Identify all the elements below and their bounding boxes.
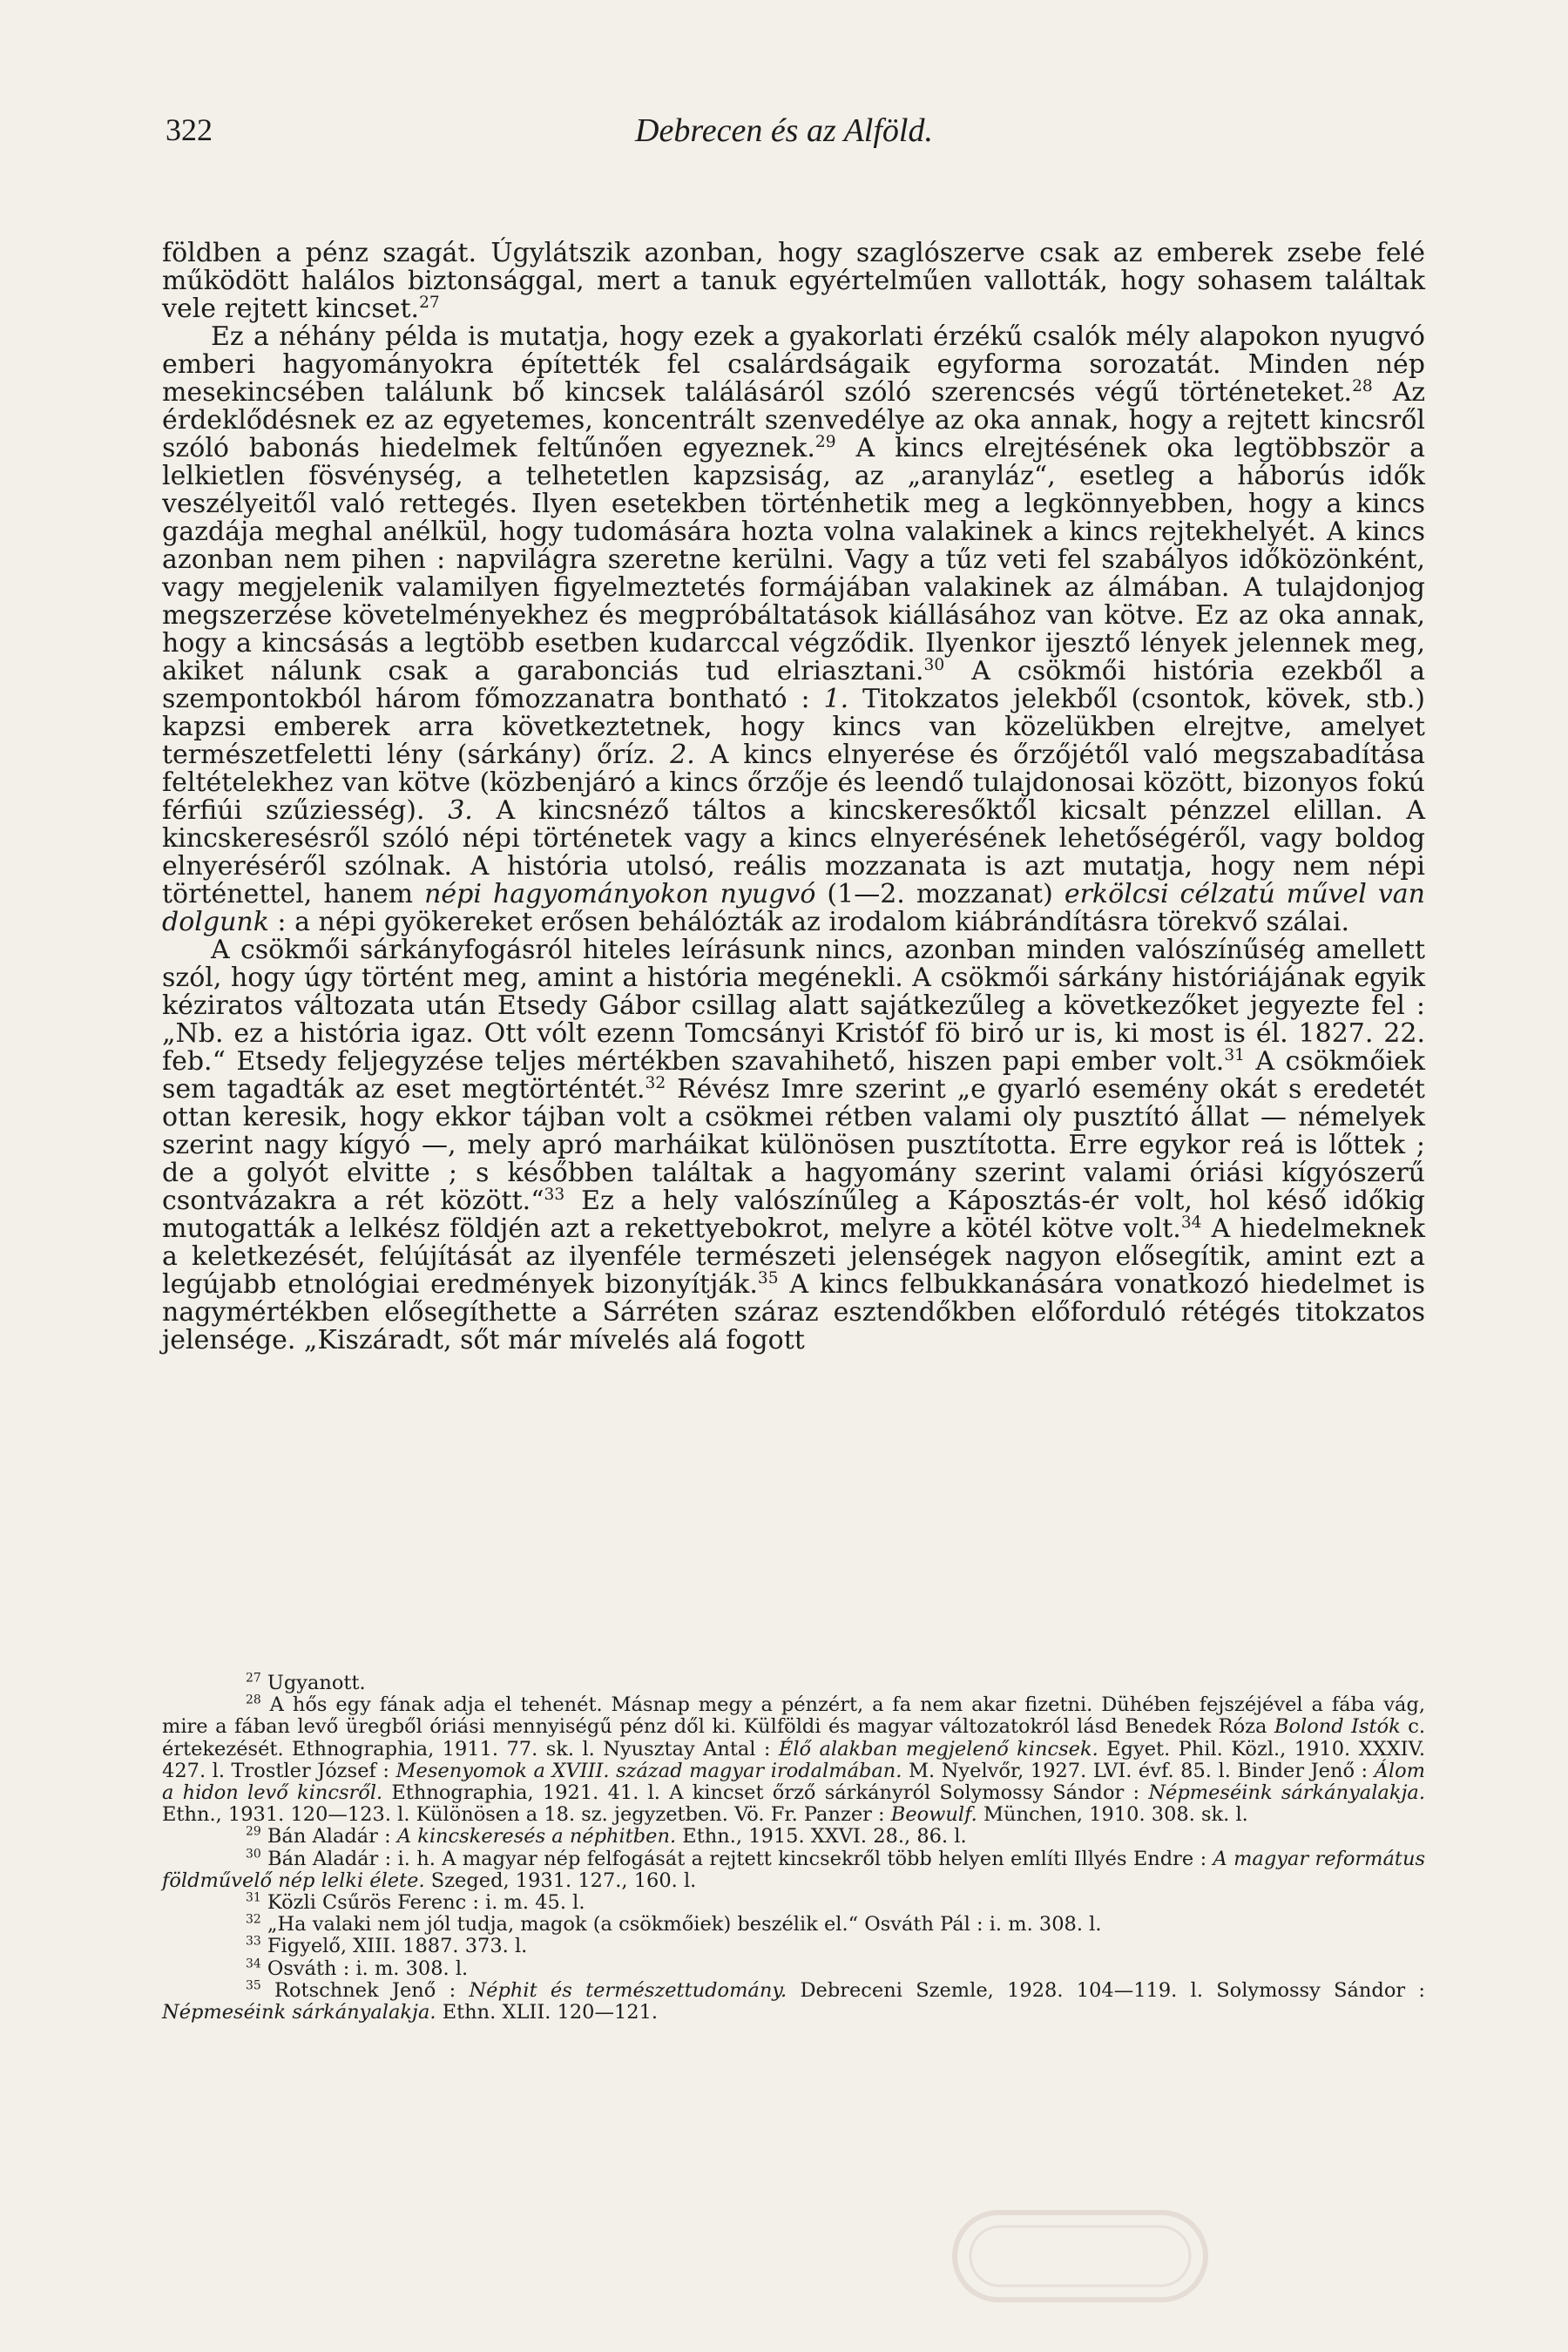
running-head: Debrecen és az Alföld. — [635, 112, 933, 149]
paragraph: A csökmői sárkányfogásról hiteles leírásunk nincs, azonban minden valószínűség amellett szól, hogy úgy történt meg, amint a história megénekli. A csökmői sárkány históriájának egyik kéziratos változata után Etsedy Gábor csillag alatt sajátkezűleg a következőket jegyezte fel : „Nb. ez a história igaz. Ott vólt ezenn Tomcsányi Kristóf fö biró ur is, ki most is él. 1827. 22. feb.“ Etsedy feljegyzése teljes mértékben szavahihető, hiszen papi ember volt.$^{31}$ A csökmőiek sem tagadták az eset megtörténtét.$^{32}$ Révész Imre szerint „e gyarló esemény okát s eredetét ottan keresik, hogy ekkor tájban volt a csökmei rétben valami oly pusztító állat — némelyek szerint nagy kígyó —, mely apró marháikat különösen pusztította. Erre egykor reá is lőttek ; de a golyót elvitte ; s későbben találtak a hagyomány szerint valami óriási kígyószerű csontvázakra a rét között.“$^{33}$ Ez a hely valószínűleg a Káposztás-ér volt, hol késő időkig mutogatták a lelkész földjén azt a rekettyebokrot, melyre a kötél kötve volt.$^{34}$ A hiedelmeknek a keletkezését, felújítását az ilyenféle természeti jelenségek nagyon elősegítik, amint ezt a legújabb etnológiai eredmények bizonyítják.$^{35}$ A kincs felbukkanására vonatkozó hiedelmet is nagymértékben elősegíthette a Sárréten száraz esztendőkben előforduló rétégés titokzatos jelensége. „Kiszáradt, sőt már mívelés alá fogott — [162, 935, 1426, 1355]
footnote: $^{29}$ Bán Aladár : A kincskeresés a néphitben. Ethn., 1915. XXVI. 28., 86. l. — [246, 1825, 967, 1848]
footnote: $^{28}$ A hős egy fának adja el tehenét. Másnap megy a pénzért, a fa nem akar fizetni. Dühében fejszéjével a fába vág, mire a fában levő üregből óriási mennyiségű pénz dől ki. Külföldi és magyar változatokról lásd Benedek Róza Bolond Istók c. értekezését. Ethnographia, 1911. 77. sk. l. Nyusztay Antal : Élő alakban megjelenő kincsek. Egyet. Phil. Közl., 1910. XXXIV. 427. l. Trostler József : Mesenyomok a XVIII. század magyar irodalmában. M. Nyelvőr, 1927. LVI. évf. 85. l. Binder Jenő : Álom a hidon levő kincsről. Ethnographia, 1921. 41. l. A kincset őrző sárkányról Solymossy Sándor : Népmeséink sárkányalakja. Ethn., 1931. 120—123. l. Különösen a 18. sz. jegyzetben. Vö. Fr. Panzer : Beowulf. München, 1910. 308. sk. l. — [162, 1693, 1426, 1827]
footnote: $^{35}$ Rotschnek Jenő : Néphit és természettudomány. Debreceni Szemle, 1928. 104—119. l. Solymossy Sándor : Népmeséink sárkányalakja. Ethn. XLII. 120—121. — [162, 1978, 1425, 2024]
footnote-ref: 27 — [419, 293, 440, 312]
paragraph: földben a pénz szagát. Úgylátszik azonban, hogy szaglószerve csak az emberek zsebe felé működött halálos biztonsággal, mert a tanuk egyértelműen vallották, hogy sohasem találtak vele rejtett kincset.$^{27}$ — [162, 238, 1425, 324]
paragraph: Ez a néhány példa is mutatja, hogy ezek a gyakorlati érzékű csalók mély alapokon nyugvó emberi hagyományokra építették fel csalárdságaik egyforma sorozatát. Minden nép mesekincsében találunk bő kincsek találásáról szóló szerencsés végű történeteket.$^{28}$ Az érdeklődésnek ez az egyetemes, koncentrált szenvedélye az oka annak, hogy a rejtett kincsről szóló babonás hiedelmek feltűnően egyeznek.$^{29}$ A kincs elrejtésének oka legtöbbször a lelkietlen fösvénység, a telhetetlen kapzsiság, az „aranyláz“, esetleg a háborús idők veszélyeitől való rettegés. Ilyen esetekben történhetik meg a legkönnyebben, hogy a kincs gazdája meghal anélkül, hogy tudomására hozta volna valakinek a kincs rejtekhelyét. A kincs azonban nem pihen : napvilágra szeretne kerülni. Vagy a tűz veti fel szabályos időközönként, vagy megjelenik valamilyen figyelmeztetés formájában valakinek az álmában. A tulajdonjog megszerzése követelményekhez és megpróbáltatások kiállásához van kötve. Ez az oka annak, hogy a kincsásás a legtöbb esetben kudarccal végződik. Ilyenkor ijesztő lények jelennek meg, akiket nálunk csak a garabonciás tud elriasztani.$^{30}$ A csökmői história ezekből a szempontokból három főmozzanatra bontható : 1. Titokzatos jelekből (csontok, kövek, stb.) kapzsi emberek arra következtetnek, hogy kincs van közelükben elrejtve, amelyet természetfeletti lény (sárkány) őríz. 2. A kincs elnyerése és őrzőjétől való megszabadítása feltételekhez van kötve (közbenjáró a kincs őrzője és leendő tulajdonosai között, bizonyos fokú férfiúi szűziesség). 3. A kincsnéző táltos a kincskeresőktől kicsalt pénzzel elillan. A kincskeresésről szóló népi történetek vagy a kincs elnyerésének lehetőségéről, vagy boldog elnyeréséről szólnak. A história utolsó, reális mozzanata is azt mutatja, hogy nem népi történettel, hanem népi hagyományokon nyugvó (1—2. mozzanat) erkölcsi célzatú művel van dolgunk : a népi gyökereket erősen behálózták az irodalom kiábrándításra törekvő szálai. — [162, 321, 1426, 937]
footnote: $^{32}$ „Ha valaki nem jól tudja, magok (a csökmőiek) beszélik el.“ Osváth Pál : i. m. 308. l. — [246, 1912, 1102, 1936]
footnote: $^{31}$ Közli Csűrös Ferenc : i. m. 45. l. — [246, 1890, 585, 1915]
footnote-ref: 34 — [1180, 1213, 1202, 1232]
footnote-ref: 29 — [814, 432, 836, 451]
footnote: $^{27}$ Ugyanott. — [246, 1671, 366, 1694]
footnote: $^{30}$ Bán Aladár : i. h. A magyar nép felfogását a rejtett kincsekről több helyen említi Illyés Endre : A magyar református földművelő nép lelki élete. Szeged, 1931. 127., 160. l. — [162, 1847, 1425, 1892]
footnote-ref: 32 — [645, 1073, 666, 1092]
footnote-ref: 31 — [1224, 1045, 1246, 1064]
footnote-ref: 35 — [757, 1268, 779, 1288]
footnote-ref: 33 — [544, 1185, 565, 1204]
footnotes — [162, 1673, 1425, 2024]
library-stamp-icon — [950, 2204, 1211, 2308]
footnote-ref: 30 — [923, 655, 945, 674]
footnote-ref: 28 — [1352, 376, 1373, 395]
body-text — [162, 240, 1425, 1355]
footnote: $^{33}$ Figyelő, XIII. 1887. 373. l. — [246, 1935, 528, 1958]
footnote: $^{34}$ Osváth : i. m. 308. l. — [246, 1957, 469, 1980]
page-header — [166, 112, 1402, 155]
page-number: 322 — [166, 112, 213, 147]
